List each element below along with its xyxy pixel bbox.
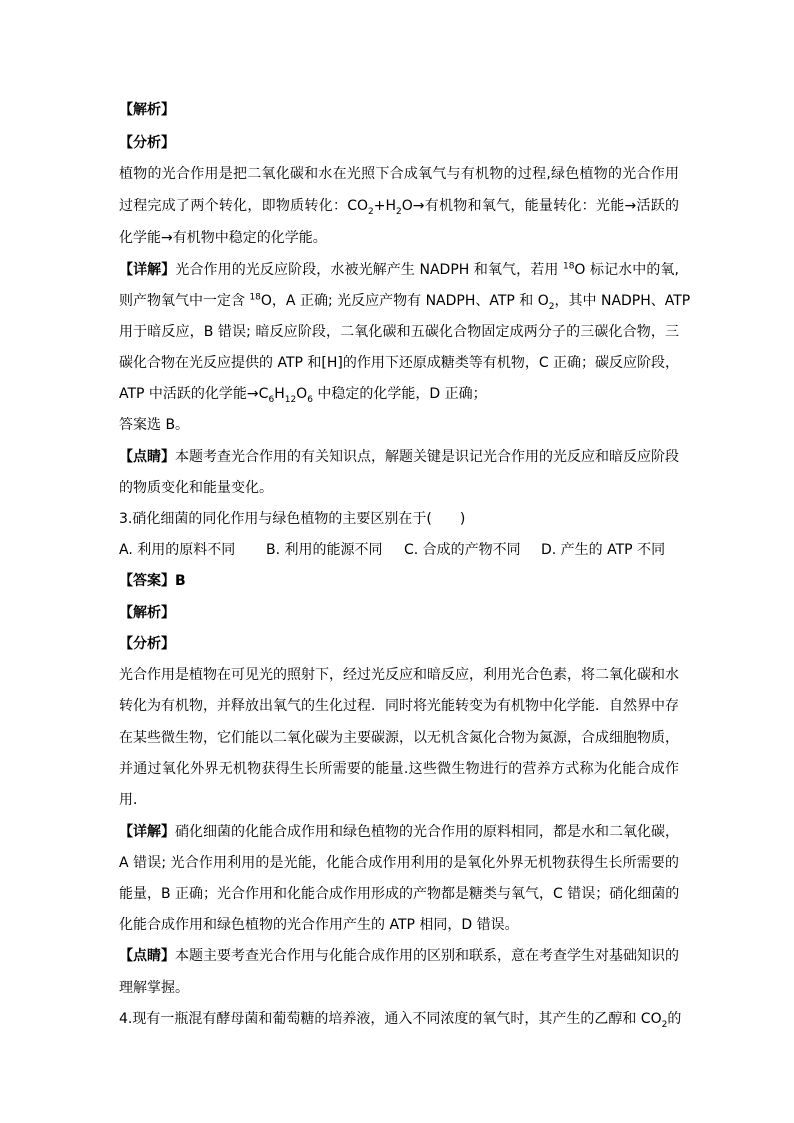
analysis-line: 用． bbox=[119, 792, 147, 808]
dianjing-line: 【点睛】本题主要考查光合作用与化能合成作用的区别和联系，意在考查学生对基础知识的 bbox=[119, 948, 679, 964]
dianjing-label: 【点睛】 bbox=[119, 449, 175, 465]
jiexi-heading: 【解析】 bbox=[119, 102, 175, 118]
detail-line: 用于暗反应，B 错误; 暗反应阶段，二氧化碳和五碳化合物固定成两分子的三碳化合物，三 bbox=[119, 324, 679, 340]
detail-line: 【详解】光合作用的光反应阶段，水被光解产生 NADPH 和氧气，若用 $^{18}$O 标记水中的氧, bbox=[119, 261, 679, 278]
analysis-line: 过程完成了两个转化，即物质转化：$CO_2+H_2O\to$有机物和氧气，能量转化：光能→活跃的 bbox=[119, 198, 680, 217]
analysis-line: 转化为有机物，并释放出氧气的生化过程．同时将光能转变为有机物中化学能．自然界中存 bbox=[119, 698, 679, 714]
analysis-line: 植物的光合作用是把二氧化碳和水在光照下合成氧气与有机物的过程,绿色植物的光合作用 bbox=[119, 166, 679, 182]
question-stem: 4.现有一瓶混有酵母菌和葡萄糖的培养液，通入不同浓度的氧气时，其产生的乙醇和 $CO_2$的 bbox=[119, 1011, 682, 1030]
dianjing-label: 【点睛】 bbox=[119, 948, 175, 964]
fenxi-heading: 【分析】 bbox=[119, 636, 175, 652]
detail-label: 【详解】 bbox=[119, 824, 175, 840]
jiexi-heading: 【解析】 bbox=[119, 605, 175, 621]
detail-line: 化能合成作用和绿色植物的光合作用产生的 ATP 相同，D 错误。 bbox=[119, 917, 519, 933]
detail-line: 【详解】硝化细菌的化能合成作用和绿色植物的光合作用的原料相同，都是水和二氧化碳， bbox=[119, 824, 679, 840]
detail-line: 碳化合物在光反应提供的 ATP 和[H]的作用下还原成糖类等有机物，C 正确；碳反应阶段， bbox=[119, 355, 680, 371]
dianjing-line: 的物质变化和能量变化。 bbox=[119, 480, 273, 496]
option-c: C. 合成的产物不同 bbox=[404, 542, 521, 558]
analysis-line: 化学能→有机物中稳定的化学能。 bbox=[119, 230, 327, 246]
detail-line: A 错误; 光合作用利用的是光能，化能合成作用利用的是氧化外界无机物获得生长所需要的 bbox=[119, 855, 679, 871]
detail-label: 【详解】 bbox=[119, 262, 176, 278]
analysis-line: 并通过氧化外界无机物获得生长所需要的能量.这些微生物进行的营养方式称为化能合成作 bbox=[119, 761, 679, 777]
answer-heading: 【答案】B bbox=[119, 573, 186, 589]
dianjing-line: 【点睛】本题考查光合作用的有关知识点，解题关键是识记光合作用的光反应和暗反应阶段 bbox=[119, 449, 679, 465]
dianjing-line: 理解掌握。 bbox=[119, 980, 189, 996]
detail-line: 能量，B 正确；光合作用和化能合成作用形成的产物都是糖类与氧气，C 错误；硝化细菌的 bbox=[119, 886, 680, 902]
option-b: B. 利用的能源不同 bbox=[266, 542, 383, 558]
options-row bbox=[119, 541, 679, 559]
detail-line: ATP 中活跃的化学能$\to C_6H_{12}O_6$ 中稳定的化学能，D 正确； bbox=[119, 386, 487, 405]
option-a: A. 利用的原料不同 bbox=[119, 542, 236, 558]
fenxi-heading: 【分析】 bbox=[119, 135, 175, 151]
answer-line: 答案选 B。 bbox=[119, 417, 190, 433]
question-stem: 3.硝化细菌的同化作用与绿色植物的主要区别在于( ) bbox=[119, 511, 466, 527]
option-d: D. 产生的 ATP 不同 bbox=[541, 542, 666, 558]
analysis-line: 光合作用是植物在可见光的照射下，经过光反应和暗反应，利用光合色素，将二氧化碳和水 bbox=[119, 667, 679, 683]
detail-line: 则产物氧气中一定含 $^{18}$O，A 正确; 光反应产物有 NADPH、ATP 和 $O_2$，其中 NADPH、ATP bbox=[119, 292, 691, 312]
analysis-line: 在某些微生物，它们能以二氧化碳为主要碳源，以无机含氮化合物为氮源，合成细胞物质， bbox=[119, 730, 679, 746]
